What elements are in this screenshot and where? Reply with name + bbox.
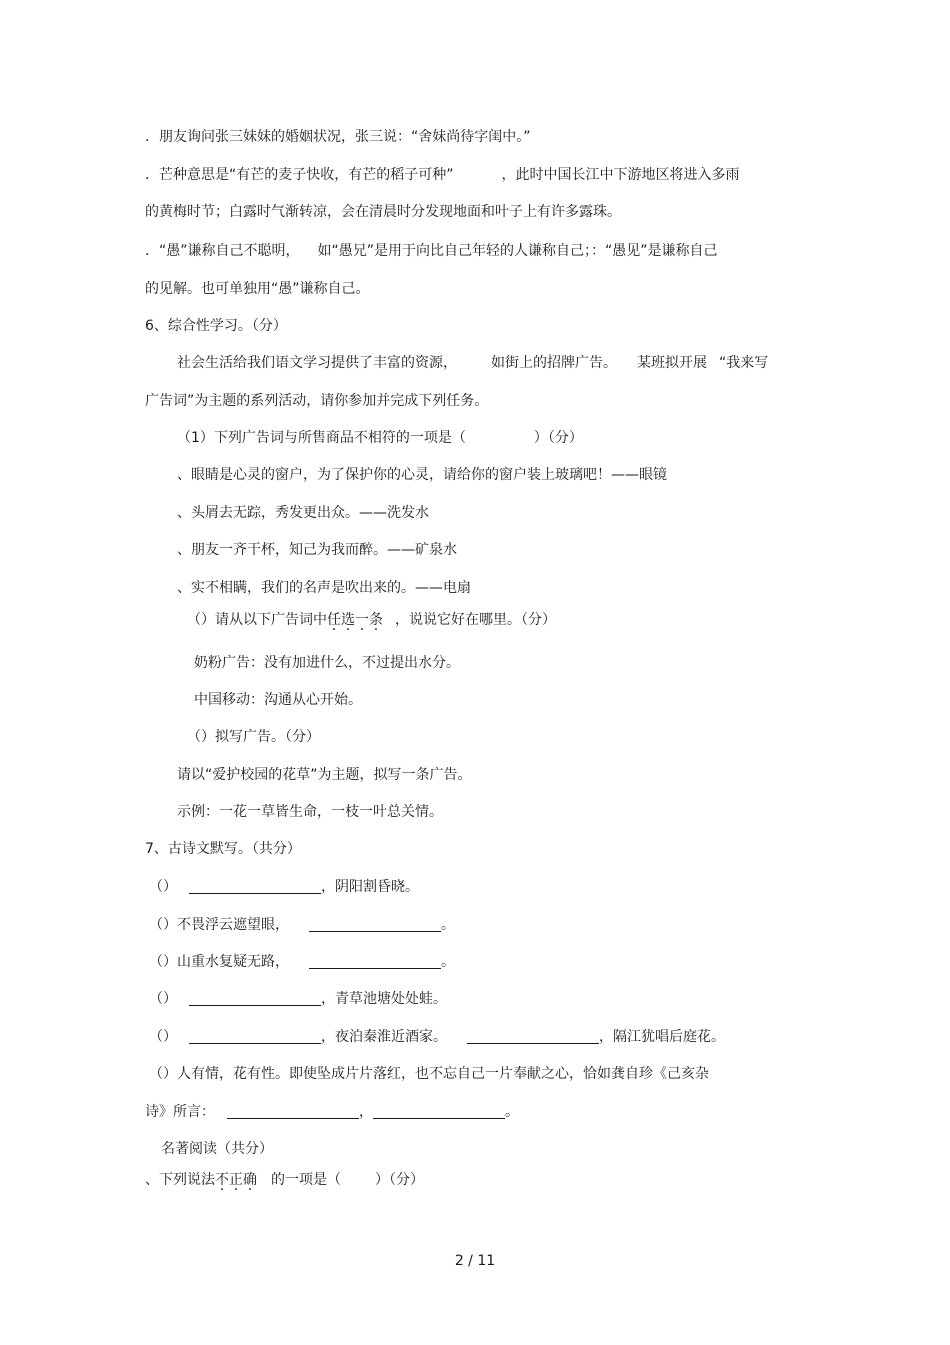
poem-3: （）山重水复疑无路， 。 bbox=[149, 954, 455, 970]
emphasis-char: 条 bbox=[369, 612, 383, 628]
item-line-3: 的黄梅时节；白露时气渐转凉，会在清晨时分发现地面和叶子上有许多露珠。 bbox=[145, 204, 621, 220]
question-7-title: 7、古诗文默写。（共分） bbox=[145, 841, 301, 857]
emphasis-char: 选 bbox=[341, 612, 355, 628]
item-line-2: ．芒种意思是“有芒的麦子快收，有芒的稻子可种” ，此时中国长江中下游地区将进入多雨 bbox=[145, 167, 740, 183]
poem-7: 诗》所言： ， 。 bbox=[145, 1104, 519, 1120]
answer-blank[interactable] bbox=[309, 917, 441, 932]
answer-blank[interactable] bbox=[373, 1104, 505, 1119]
emphasis-char: 一 bbox=[355, 612, 369, 628]
answer-blank[interactable] bbox=[189, 879, 321, 894]
page-indicator: 2 / 11 bbox=[454, 1253, 496, 1269]
q6-intro-line-1: 社会生活给我们语文学习提供了丰富的资源， 如街上的招牌广告。 某班拟开展 “我来写 bbox=[177, 355, 769, 371]
emphasis-char: 任 bbox=[327, 612, 341, 628]
answer-blank[interactable] bbox=[189, 991, 321, 1006]
item-line-1: ．朋友询问张三妹妹的婚姻状况，张三说：“舍妹尚待字闺中。” bbox=[145, 129, 531, 145]
poem-4: （） ，青草池塘处处蛙。 bbox=[149, 991, 447, 1007]
answer-blank[interactable] bbox=[227, 1104, 359, 1119]
item-line-5: 的见解。也可单独用“愚”谦称自己。 bbox=[145, 281, 370, 297]
option-a: 、眼睛是心灵的窗户，为了保护你的心灵，请给你的窗户装上玻璃吧！——眼镜 bbox=[177, 467, 667, 483]
q8-sub-1: 、下列说法不正确 的一项是（ ）（分） bbox=[145, 1172, 424, 1188]
q6-sub-3-prompt: 请以“爱护校园的花草”为主题，拟写一条广告。 bbox=[177, 767, 472, 783]
option-d: 、实不相瞒，我们的名声是吹出来的。——电扇 bbox=[177, 580, 471, 596]
poem-5: （） ，夜泊秦淮近酒家。 ，隔江犹唱后庭花。 bbox=[149, 1029, 725, 1045]
emphasis-char: 不 bbox=[215, 1172, 229, 1188]
option-b: 、头屑去无踪，秀发更出众。——洗发水 bbox=[177, 505, 429, 521]
q6-sub-3-example: 示例：一花一草皆生命，一枝一叶总关情。 bbox=[177, 804, 443, 820]
emphasis-char: 正 bbox=[229, 1172, 243, 1188]
emphasis-char: 确 bbox=[243, 1172, 257, 1188]
question-6-title: 6、综合性学习。（分） bbox=[145, 318, 287, 334]
q6-intro-line-2: 广告词”为主题的系列活动，请你参加并完成下列任务。 bbox=[145, 393, 489, 409]
poem-1: （） ，阴阳割昏晓。 bbox=[149, 879, 419, 895]
item-line-4: ．“愚”谦称自己不聪明， 如“愚兄”是用于向比自己年轻的人谦称自己；：“愚见”是谦称自己 bbox=[145, 243, 718, 259]
ad-milk-powder: 奶粉广告：没有加进什么，不过提出水分。 bbox=[194, 655, 460, 671]
answer-blank[interactable] bbox=[189, 1029, 321, 1044]
option-c: 、朋友一齐干杯，知己为我而醉。——矿泉水 bbox=[177, 542, 457, 558]
q6-sub-3: （）拟写广告。（分） bbox=[187, 729, 320, 745]
question-8-title: 名著阅读（共分） bbox=[161, 1141, 273, 1157]
poem-6: （）人有情，花有性。即使坠成片片落红，也不忘自己一片奉献之心，恰如龚自珍《己亥杂 bbox=[149, 1066, 709, 1082]
poem-2: （）不畏浮云遮望眼， 。 bbox=[149, 917, 455, 933]
answer-blank[interactable] bbox=[467, 1029, 599, 1044]
q6-sub-2: （）请从以下广告词中任选一条 ，说说它好在哪里。（分） bbox=[187, 612, 556, 628]
ad-china-mobile: 中国移动：沟通从心开始。 bbox=[194, 692, 362, 708]
q6-sub-1: （1）下列广告词与所售商品不相符的一项是（ ）（分） bbox=[177, 430, 583, 446]
answer-blank[interactable] bbox=[309, 954, 441, 969]
